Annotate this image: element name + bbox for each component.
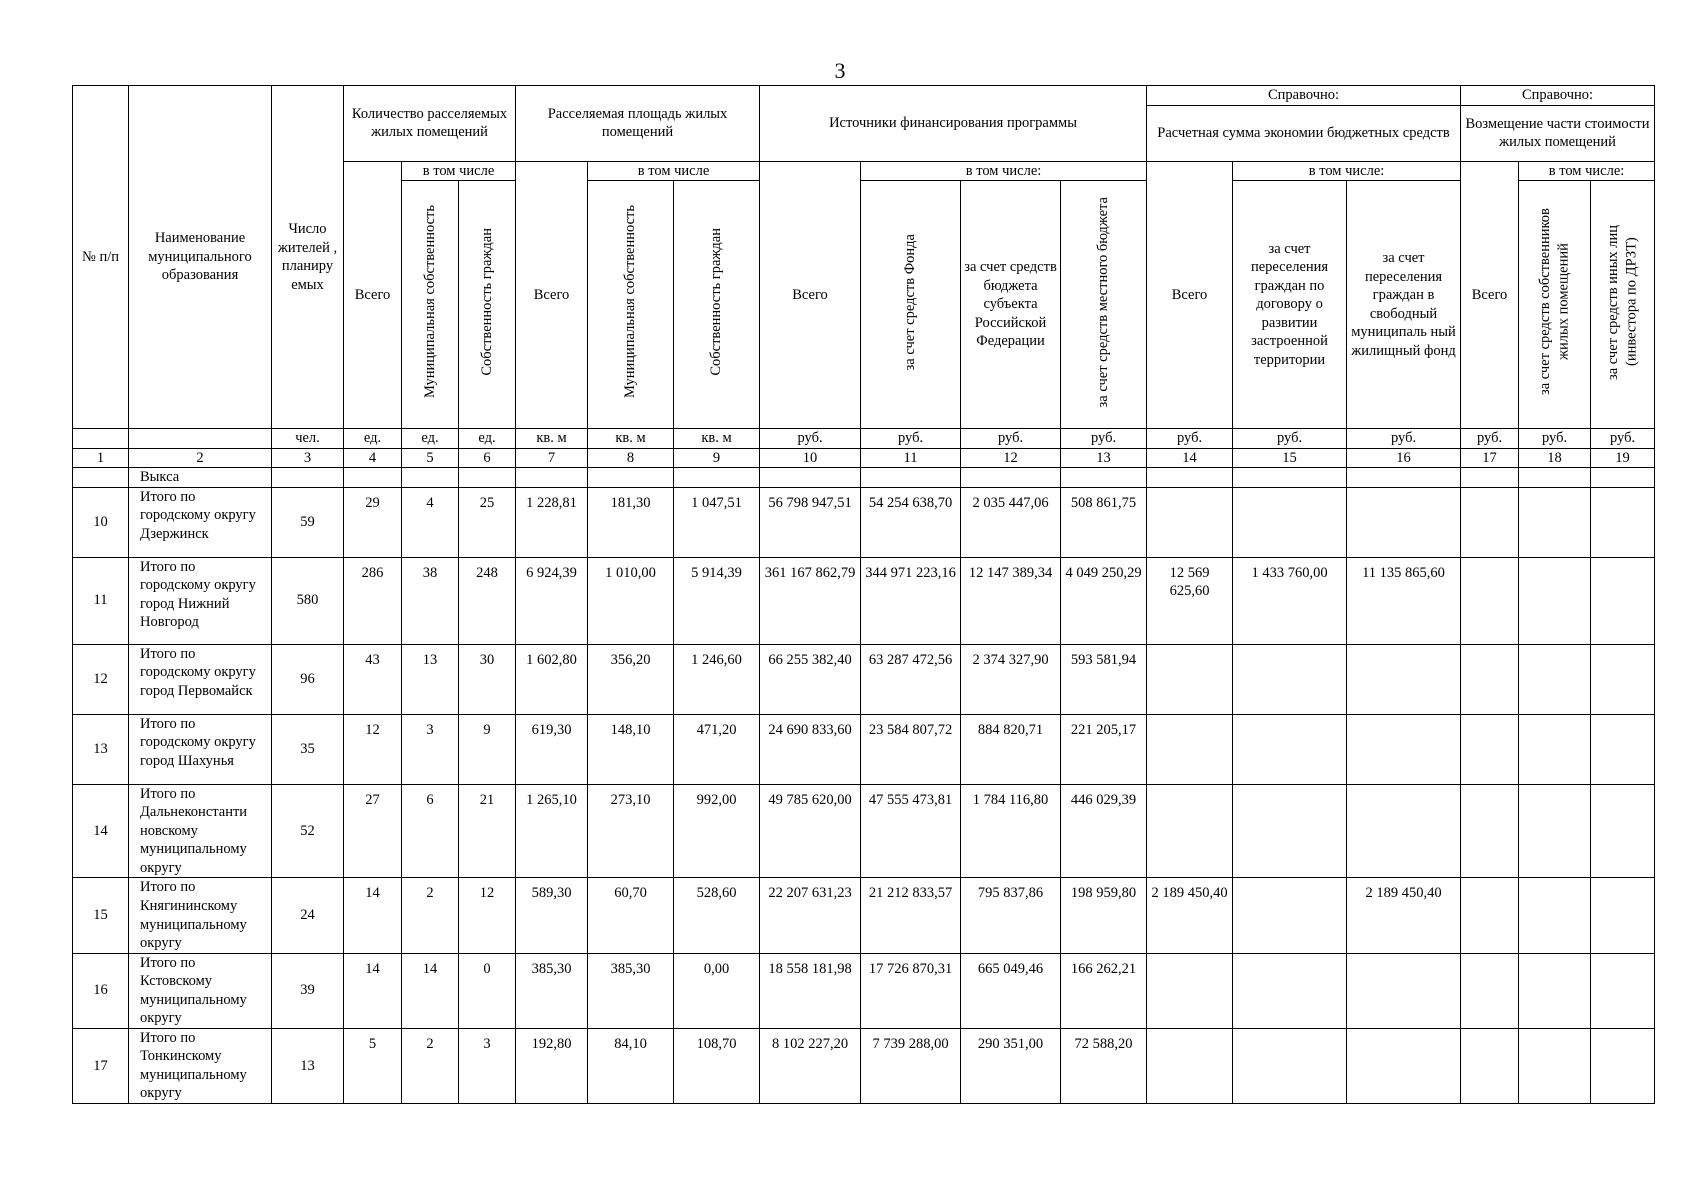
- col-header-owners-funds: за счет средств собственников жилых помещений: [1519, 181, 1591, 429]
- value-cell: [1147, 1028, 1233, 1103]
- value-cell: 2 374 327,90: [961, 644, 1061, 714]
- empty-cell: [588, 468, 674, 488]
- value-cell: 11 135 865,60: [1347, 557, 1461, 644]
- column-number-cell: 8: [588, 448, 674, 468]
- value-cell: 27: [344, 784, 402, 878]
- value-cell: 1 433 760,00: [1233, 557, 1347, 644]
- value-cell: 38: [402, 557, 459, 644]
- col-header-resettle-dev: за счет переселения граждан по договору о развитии застроенной территории: [1233, 181, 1347, 429]
- value-cell: 4: [402, 487, 459, 557]
- col-header-residents: Число жителей , планиру емых: [272, 86, 344, 429]
- col-header-others-funds: за счет средств иных лиц (инвестора по ДРЗТ): [1591, 181, 1655, 429]
- value-cell: 181,30: [588, 487, 674, 557]
- column-number-cell: 11: [861, 448, 961, 468]
- value-cell: 49 785 620,00: [760, 784, 861, 878]
- value-cell: 14: [344, 878, 402, 953]
- value-cell: [1461, 1028, 1519, 1103]
- value-cell: 198 959,80: [1061, 878, 1147, 953]
- table-row: [73, 714, 1655, 784]
- value-cell: 665 049,46: [961, 953, 1061, 1028]
- value-cell: [1461, 487, 1519, 557]
- col-header-area-citizen: Собственность граждан: [674, 181, 760, 429]
- col-header-area-total: Всего: [516, 161, 588, 429]
- col-header-count-municipal: Муниципальная собственность: [402, 181, 459, 429]
- value-cell: 60,70: [588, 878, 674, 953]
- municipality-name: Итого по Тонкинскому муниципальному округу: [129, 1028, 272, 1103]
- row-number: 15: [73, 878, 129, 953]
- value-cell: [1233, 784, 1347, 878]
- row-number: 12: [73, 644, 129, 714]
- value-cell: [1519, 878, 1591, 953]
- resettlement-table: [72, 85, 1655, 1104]
- value-cell: 508 861,75: [1061, 487, 1147, 557]
- value-cell: [1233, 1028, 1347, 1103]
- column-number-cell: 4: [344, 448, 402, 468]
- residents-cell: 580: [272, 557, 344, 644]
- table-row: [73, 487, 1655, 557]
- col-header-compensation-total: Всего: [1461, 161, 1519, 429]
- unit-cell: чел.: [272, 429, 344, 449]
- residents-cell: 35: [272, 714, 344, 784]
- empty-cell: [516, 468, 588, 488]
- value-cell: [1233, 487, 1347, 557]
- column-number-cell: 3: [272, 448, 344, 468]
- value-cell: 248: [459, 557, 516, 644]
- value-cell: 385,30: [588, 953, 674, 1028]
- value-cell: 992,00: [674, 784, 760, 878]
- value-cell: 0: [459, 953, 516, 1028]
- value-cell: 221 205,17: [1061, 714, 1147, 784]
- empty-cell: [1061, 468, 1147, 488]
- col-header-economy-total: Всего: [1147, 161, 1233, 429]
- unit-cell: кв. м: [516, 429, 588, 449]
- empty-cell: [1233, 468, 1347, 488]
- incl-count: в том числе: [402, 161, 516, 181]
- column-number-cell: 15: [1233, 448, 1347, 468]
- municipality-name: Итого по Княгининскому муниципальному округу: [129, 878, 272, 953]
- value-cell: 5: [344, 1028, 402, 1103]
- empty-cell: [1347, 468, 1461, 488]
- value-cell: 22 207 631,23: [760, 878, 861, 953]
- value-cell: [1591, 714, 1655, 784]
- col-header-area-municipal: Муниципальная собственность: [588, 181, 674, 429]
- unit-cell: ед.: [402, 429, 459, 449]
- residents-cell: 96: [272, 644, 344, 714]
- value-cell: 14: [402, 953, 459, 1028]
- column-number-cell: 9: [674, 448, 760, 468]
- column-number-cell: 5: [402, 448, 459, 468]
- value-cell: [1461, 878, 1519, 953]
- empty-cell: [861, 468, 961, 488]
- value-cell: 108,70: [674, 1028, 760, 1103]
- unit-cell: руб.: [1233, 429, 1347, 449]
- col-header-finance-total: Всего: [760, 161, 861, 429]
- unit-cell: руб.: [961, 429, 1061, 449]
- empty-cell: [674, 468, 760, 488]
- col-header-area-group: Расселяемая площадь жилых помещений: [516, 86, 760, 162]
- table-row: [73, 644, 1655, 714]
- ref-label-economy: Справочно:: [1147, 86, 1461, 106]
- unit-cell: кв. м: [588, 429, 674, 449]
- value-cell: 12 569 625,60: [1147, 557, 1233, 644]
- value-cell: 2: [402, 1028, 459, 1103]
- empty-cell: [73, 468, 129, 488]
- value-cell: 2: [402, 878, 459, 953]
- value-cell: 7 739 288,00: [861, 1028, 961, 1103]
- column-number-cell: 10: [760, 448, 861, 468]
- value-cell: [1519, 644, 1591, 714]
- value-cell: [1519, 784, 1591, 878]
- value-cell: [1591, 878, 1655, 953]
- row-number: 17: [73, 1028, 129, 1103]
- value-cell: [1147, 644, 1233, 714]
- table-row: [73, 784, 1655, 878]
- value-cell: 84,10: [588, 1028, 674, 1103]
- table-row: [73, 1028, 1655, 1103]
- value-cell: [1461, 784, 1519, 878]
- value-cell: 3: [402, 714, 459, 784]
- unit-cell: ед.: [459, 429, 516, 449]
- value-cell: 21: [459, 784, 516, 878]
- value-cell: 5 914,39: [674, 557, 760, 644]
- incl-economy: в том числе:: [1233, 161, 1461, 181]
- empty-cell: [961, 468, 1061, 488]
- row-number: 10: [73, 487, 129, 557]
- col-header-subject-budget: за счет средств бюджета субъекта Российской Федерации: [961, 181, 1061, 429]
- value-cell: [1347, 784, 1461, 878]
- column-number-cell: 16: [1347, 448, 1461, 468]
- value-cell: 8 102 227,20: [760, 1028, 861, 1103]
- municipality-name: Итого по Дальнеконстанти новскому муниципальному округу: [129, 784, 272, 878]
- col-header-compensation-group: Возмещение части стоимости жилых помещений: [1461, 105, 1655, 161]
- row-number: 11: [73, 557, 129, 644]
- column-number-cell: 12: [961, 448, 1061, 468]
- value-cell: 29: [344, 487, 402, 557]
- column-number-cell: 14: [1147, 448, 1233, 468]
- value-cell: 66 255 382,40: [760, 644, 861, 714]
- incl-finance: в том числе:: [861, 161, 1147, 181]
- value-cell: 361 167 862,79: [760, 557, 861, 644]
- col-header-fund: за счет средств Фонда: [861, 181, 961, 429]
- value-cell: [1519, 557, 1591, 644]
- municipality-name: Итого по городскому округу город Шахунья: [129, 714, 272, 784]
- col-header-count-group: Количество расселяемых жилых помещений: [344, 86, 516, 162]
- value-cell: 47 555 473,81: [861, 784, 961, 878]
- value-cell: 12: [459, 878, 516, 953]
- value-cell: 471,20: [674, 714, 760, 784]
- value-cell: 9: [459, 714, 516, 784]
- value-cell: 2 035 447,06: [961, 487, 1061, 557]
- residents-cell: 13: [272, 1028, 344, 1103]
- value-cell: 1 047,51: [674, 487, 760, 557]
- value-cell: 17 726 870,31: [861, 953, 961, 1028]
- col-header-municipality: Наименование муниципального образования: [129, 86, 272, 429]
- value-cell: 589,30: [516, 878, 588, 953]
- value-cell: [1347, 1028, 1461, 1103]
- empty-cell: [760, 468, 861, 488]
- value-cell: 30: [459, 644, 516, 714]
- value-cell: 166 262,21: [1061, 953, 1147, 1028]
- value-cell: [1591, 644, 1655, 714]
- row-number: 16: [73, 953, 129, 1028]
- unit-cell: руб.: [1061, 429, 1147, 449]
- value-cell: 1 602,80: [516, 644, 588, 714]
- value-cell: 0,00: [674, 953, 760, 1028]
- value-cell: [1519, 1028, 1591, 1103]
- units-row: [73, 429, 1655, 449]
- value-cell: [1461, 953, 1519, 1028]
- value-cell: 25: [459, 487, 516, 557]
- value-cell: [1233, 953, 1347, 1028]
- col-header-economy-group: Расчетная сумма экономии бюджетных средств: [1147, 105, 1461, 161]
- col-header-local-budget: за счет средств местного бюджета: [1061, 181, 1147, 429]
- value-cell: [1461, 644, 1519, 714]
- table-row: [73, 953, 1655, 1028]
- value-cell: 43: [344, 644, 402, 714]
- column-number-cell: 13: [1061, 448, 1147, 468]
- value-cell: [1591, 557, 1655, 644]
- value-cell: 385,30: [516, 953, 588, 1028]
- value-cell: [1347, 487, 1461, 557]
- header-row-ref: [73, 86, 1655, 106]
- col-header-finance-group: Источники финансирования программы: [760, 86, 1147, 162]
- value-cell: 72 588,20: [1061, 1028, 1147, 1103]
- value-cell: 795 837,86: [961, 878, 1061, 953]
- empty-cell: [1591, 468, 1655, 488]
- value-cell: 6: [402, 784, 459, 878]
- column-number-cell: 17: [1461, 448, 1519, 468]
- incl-compensation: в том числе:: [1519, 161, 1655, 181]
- municipality-name: Итого по городскому округу Дзержинск: [129, 487, 272, 557]
- empty-cell: [1461, 468, 1519, 488]
- empty-cell: [402, 468, 459, 488]
- unit-cell: руб.: [861, 429, 961, 449]
- value-cell: 356,20: [588, 644, 674, 714]
- value-cell: 12 147 389,34: [961, 557, 1061, 644]
- value-cell: 1 784 116,80: [961, 784, 1061, 878]
- value-cell: [1519, 487, 1591, 557]
- value-cell: [1347, 644, 1461, 714]
- value-cell: [1591, 1028, 1655, 1103]
- column-number-cell: 7: [516, 448, 588, 468]
- value-cell: [1591, 953, 1655, 1028]
- value-cell: 344 971 223,16: [861, 557, 961, 644]
- col-header-num: № п/п: [73, 86, 129, 429]
- unit-cell: руб.: [1461, 429, 1519, 449]
- value-cell: 619,30: [516, 714, 588, 784]
- value-cell: 13: [402, 644, 459, 714]
- col-header-resettle-free: за счет переселения граждан в свободный муниципаль ный жилищный фонд: [1347, 181, 1461, 429]
- value-cell: 286: [344, 557, 402, 644]
- residents-cell: 59: [272, 487, 344, 557]
- value-cell: 2 189 450,40: [1147, 878, 1233, 953]
- value-cell: 1 246,60: [674, 644, 760, 714]
- value-cell: 4 049 250,29: [1061, 557, 1147, 644]
- value-cell: [1233, 878, 1347, 953]
- value-cell: 56 798 947,51: [760, 487, 861, 557]
- residents-cell: 39: [272, 953, 344, 1028]
- value-cell: [1147, 953, 1233, 1028]
- value-cell: 23 584 807,72: [861, 714, 961, 784]
- value-cell: 884 820,71: [961, 714, 1061, 784]
- value-cell: [1233, 714, 1347, 784]
- value-cell: 1 265,10: [516, 784, 588, 878]
- value-cell: 3: [459, 1028, 516, 1103]
- page-number: 3: [834, 58, 846, 83]
- value-cell: [1147, 714, 1233, 784]
- value-cell: [1461, 557, 1519, 644]
- value-cell: [1591, 487, 1655, 557]
- column-number-cell: 6: [459, 448, 516, 468]
- value-cell: 54 254 638,70: [861, 487, 961, 557]
- value-cell: 273,10: [588, 784, 674, 878]
- value-cell: 14: [344, 953, 402, 1028]
- empty-cell: [1519, 468, 1591, 488]
- value-cell: 593 581,94: [1061, 644, 1147, 714]
- municipality-name: Итого по городскому округу город Первомайск: [129, 644, 272, 714]
- value-cell: [1147, 487, 1233, 557]
- column-number-cell: 18: [1519, 448, 1591, 468]
- residents-cell: 52: [272, 784, 344, 878]
- table-row: [73, 878, 1655, 953]
- value-cell: 6 924,39: [516, 557, 588, 644]
- value-cell: 290 351,00: [961, 1028, 1061, 1103]
- value-cell: 1 228,81: [516, 487, 588, 557]
- col-header-count-citizen: Собственность граждан: [459, 181, 516, 429]
- value-cell: 446 029,39: [1061, 784, 1147, 878]
- row-number: 14: [73, 784, 129, 878]
- residents-cell: 24: [272, 878, 344, 953]
- unit-cell: кв. м: [674, 429, 760, 449]
- value-cell: [1347, 953, 1461, 1028]
- value-cell: [1233, 644, 1347, 714]
- value-cell: 528,60: [674, 878, 760, 953]
- ref-label-compensation: Справочно:: [1461, 86, 1655, 106]
- value-cell: 21 212 833,57: [861, 878, 961, 953]
- value-cell: 24 690 833,60: [760, 714, 861, 784]
- value-cell: 148,10: [588, 714, 674, 784]
- empty-cell: [344, 468, 402, 488]
- row-number: 13: [73, 714, 129, 784]
- empty-cell: [272, 468, 344, 488]
- table-row: [73, 557, 1655, 644]
- value-cell: 18 558 181,98: [760, 953, 861, 1028]
- unit-cell: руб.: [1591, 429, 1655, 449]
- empty-cell: [459, 468, 516, 488]
- col-header-count-total: Всего: [344, 161, 402, 429]
- spill-row: [73, 468, 1655, 488]
- spill-text: Выкса: [129, 468, 272, 488]
- municipality-name: Итого по городскому округу город Нижний Новгород: [129, 557, 272, 644]
- value-cell: [1519, 953, 1591, 1028]
- value-cell: [1591, 784, 1655, 878]
- column-numbers-row: [73, 448, 1655, 468]
- unit-cell: ед.: [344, 429, 402, 449]
- value-cell: [1147, 784, 1233, 878]
- value-cell: 2 189 450,40: [1347, 878, 1461, 953]
- value-cell: 192,80: [516, 1028, 588, 1103]
- municipality-name: Итого по Кстовскому муниципальному округу: [129, 953, 272, 1028]
- empty-cell: [1147, 468, 1233, 488]
- value-cell: 1 010,00: [588, 557, 674, 644]
- value-cell: 63 287 472,56: [861, 644, 961, 714]
- value-cell: 12: [344, 714, 402, 784]
- value-cell: [1461, 714, 1519, 784]
- column-number-cell: 2: [129, 448, 272, 468]
- incl-area: в том числе: [588, 161, 760, 181]
- unit-cell: руб.: [1519, 429, 1591, 449]
- unit-cell: руб.: [1347, 429, 1461, 449]
- column-number-cell: 1: [73, 448, 129, 468]
- value-cell: [1347, 714, 1461, 784]
- value-cell: [1519, 714, 1591, 784]
- unit-cell: руб.: [760, 429, 861, 449]
- unit-cell: руб.: [1147, 429, 1233, 449]
- column-number-cell: 19: [1591, 448, 1655, 468]
